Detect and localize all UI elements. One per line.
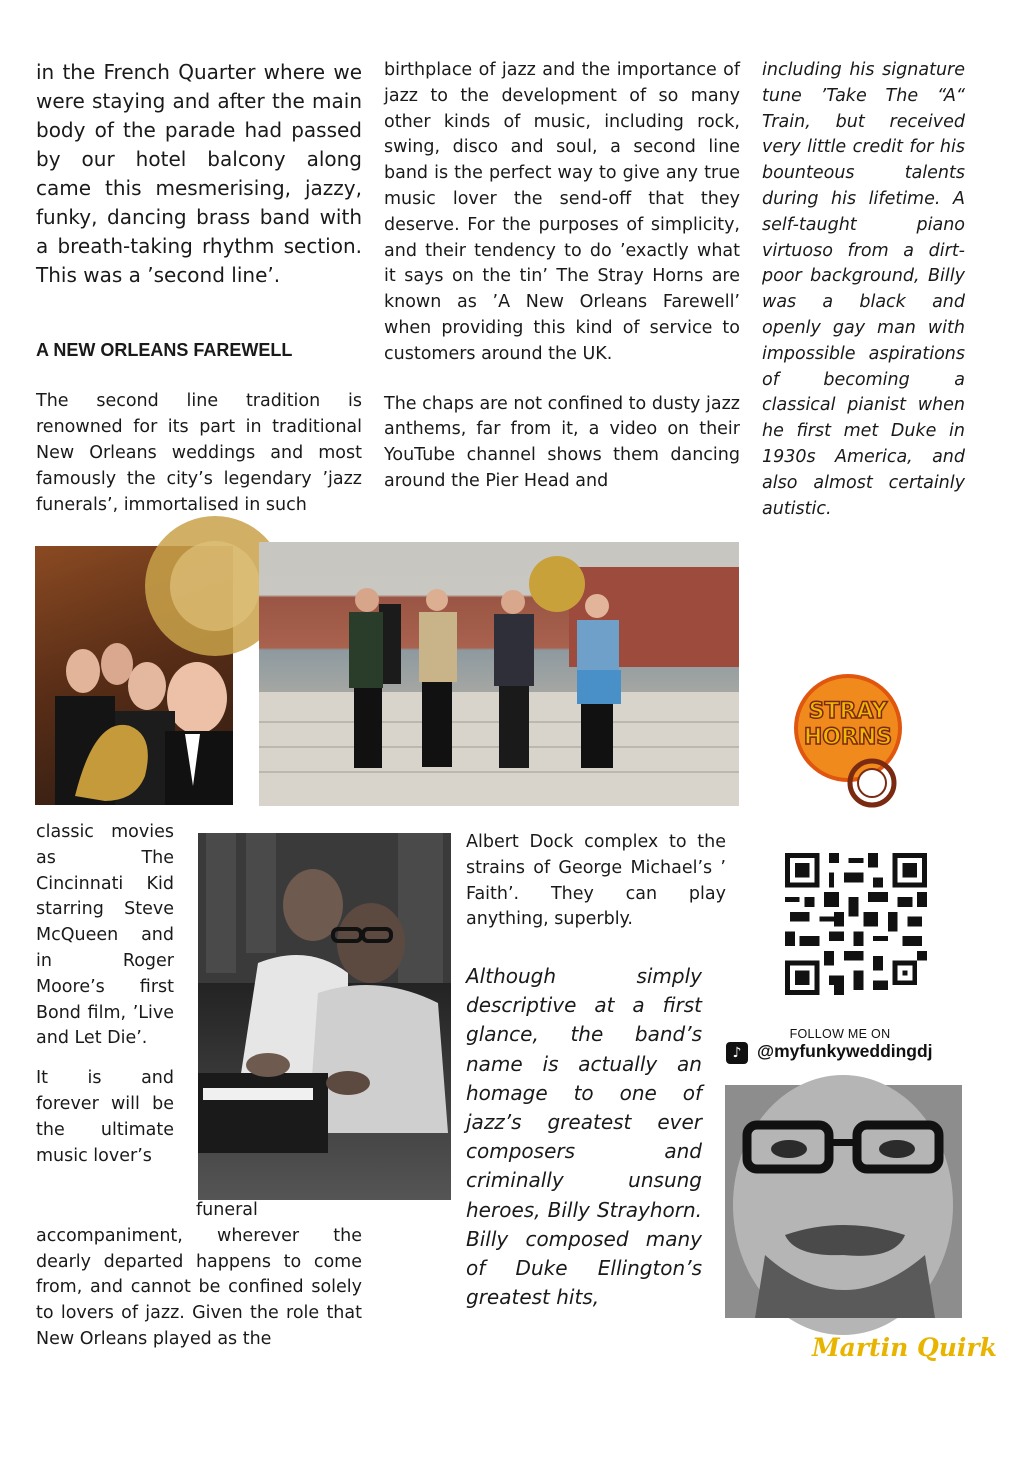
paragraph: It is and forever will be the ultimate music lover’s [36,1068,174,1166]
article-text-col2 [384,58,740,519]
paragraph: The chaps are not confined to dusty jazz anthems, far from it, a video on their YouTube channel shows them dancing around the Pier Head and [384,393,740,491]
ellington-strayhorn-photo [198,833,451,1200]
article-text-col4 [36,820,174,1183]
article-text-col5: funeral accompaniment, wherever the dearly departed happens to come from, and cannot be confined solely to lovers of jazz. Given the role that New Orleans played as the [36,1200,362,1349]
logo-line1: STRAY [808,699,888,724]
article-text-col1-bottom: The second line tradition is renowned for its part in traditional New Orleans weddings and most famously the city’s legendary ’jazz funerals’, immortalised in such [36,391,362,515]
paragraph: birthplace of jazz and the importance of jazz to the development of so many other kinds of music, including rock, swing, disco and soul, a second line band is the perfect way to give any true music lover the send-off that they deserve. For the purposes of simplicity, and their tendency to do ’exactly what it says on the tin’ The Stray Horns are known as ’A New Orleans Farewell’ when providing this kind of service to customers around the UK. [384,60,740,364]
paragraph: in the French Quarter where we were staying and after the main body of the parade had passed by our hotel balcony along came this mesmerising, jazzy, funky, dancing brass band with a breath-taking rhythm section. This was a ’second line’. [36,60,362,287]
article-text-col3-italic: including his signature tune ’Take The “A“ Train, but received very little credit for his bounteous talents during his lifetime. A self-taught piano virtuoso from a dirt-poor background, Billy was a black and openly gay man with impossible aspirations of becoming a classical pianist when he first met Duke in 1930s America, and also almost certainly autistic. [762,60,965,519]
paragraph: classic movies as The Cincinnati Kid starring Steve McQueen and in Roger Moore’s first Bond film, ’Live and Let Die’. [36,822,174,1049]
logo-line2: HORNS [803,725,893,750]
tiktok-icon[interactable]: ♪ [726,1042,748,1064]
article-text-col6: Albert Dock complex to the strains of George Michael’s ’ Faith’. They can play anything, superbly. [466,832,726,930]
band-marching-photo [259,542,739,806]
article-text-col7-italic: Although simply descriptive at a first glance, the band’s name is actually an homage to one of jazz’s greatest ever composers and criminally unsung heroes, Billy Strayhorn. Billy composed many of Duke Ellington’s greatest hits, [466,964,702,1310]
author-portrait-photo [725,1085,962,1318]
signature-text: Martin Quirk [812,1333,997,1362]
band-selfie-photo [35,546,233,805]
qr-code[interactable] [785,853,927,995]
follow-label: FOLLOW ME ON [789,1027,891,1041]
social-handle-link[interactable]: @myfunkyweddingdj [757,1041,933,1061]
author-signature [808,1322,997,1372]
section-heading: A NEW ORLEANS FAREWELL [36,340,293,360]
article-text-col1-top [36,58,362,290]
stray-horns-logo [792,668,904,808]
